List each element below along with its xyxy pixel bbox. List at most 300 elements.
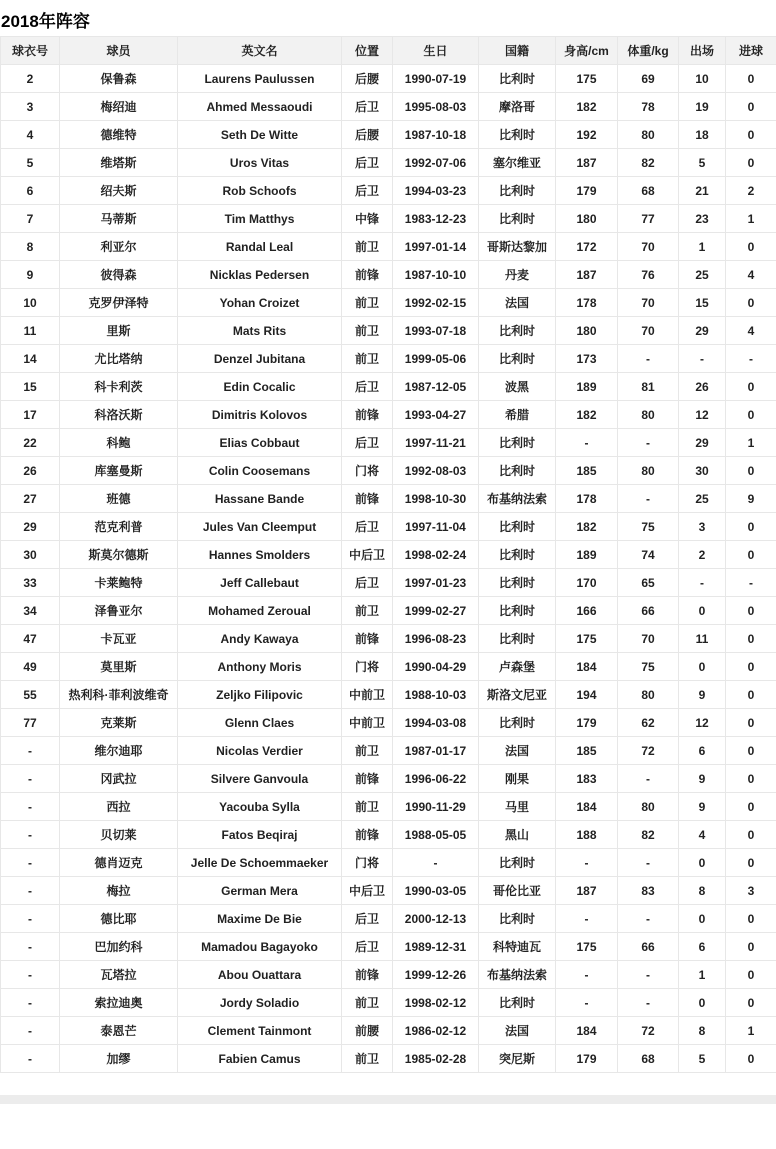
cell-jersey-number: - bbox=[1, 793, 60, 821]
cell-nationality: 比利时 bbox=[479, 317, 556, 345]
cell-appearances: 0 bbox=[679, 597, 726, 625]
cell-jersey-number: 26 bbox=[1, 457, 60, 485]
cell-nationality: 丹麦 bbox=[479, 261, 556, 289]
cell-goals: 0 bbox=[726, 65, 776, 93]
cell-player-name-cn: 卡莱鲍特 bbox=[60, 569, 178, 597]
cell-nationality: 比利时 bbox=[479, 625, 556, 653]
table-header-row bbox=[1, 37, 776, 65]
cell-position: 前锋 bbox=[342, 485, 393, 513]
cell-birthday: 1986-02-12 bbox=[393, 1017, 479, 1045]
cell-player-name-en: Ahmed Messaoudi bbox=[178, 93, 342, 121]
cell-birthday: 1998-10-30 bbox=[393, 485, 479, 513]
cell-player-name-en: Clement Tainmont bbox=[178, 1017, 342, 1045]
cell-jersey-number: 15 bbox=[1, 373, 60, 401]
cell-nationality: 布基纳法索 bbox=[479, 485, 556, 513]
cell-position: 中后卫 bbox=[342, 877, 393, 905]
cell-player-name-en: Jeff Callebaut bbox=[178, 569, 342, 597]
cell-goals: 0 bbox=[726, 597, 776, 625]
cell-nationality: 刚果 bbox=[479, 765, 556, 793]
cell-position: 后卫 bbox=[342, 177, 393, 205]
cell-jersey-number: 14 bbox=[1, 345, 60, 373]
cell-jersey-number: - bbox=[1, 1045, 60, 1073]
cell-jersey-number: 47 bbox=[1, 625, 60, 653]
cell-nationality: 比利时 bbox=[479, 205, 556, 233]
cell-weight: 70 bbox=[618, 317, 679, 345]
cell-weight: 80 bbox=[618, 121, 679, 149]
cell-player-name-en: Abou Ouattara bbox=[178, 961, 342, 989]
cell-appearances: 30 bbox=[679, 457, 726, 485]
cell-weight: 72 bbox=[618, 737, 679, 765]
cell-appearances: 25 bbox=[679, 485, 726, 513]
cell-height: - bbox=[556, 429, 618, 457]
cell-player-name-cn: 索拉迪奥 bbox=[60, 989, 178, 1017]
cell-height: 187 bbox=[556, 261, 618, 289]
cell-birthday: 1999-02-27 bbox=[393, 597, 479, 625]
cell-player-name-cn: 克罗伊泽特 bbox=[60, 289, 178, 317]
cell-nationality: 斯洛文尼亚 bbox=[479, 681, 556, 709]
table-row bbox=[1, 765, 776, 793]
cell-goals: 3 bbox=[726, 877, 776, 905]
cell-birthday: 1995-08-03 bbox=[393, 93, 479, 121]
cell-jersey-number: - bbox=[1, 905, 60, 933]
cell-player-name-cn: 绍夫斯 bbox=[60, 177, 178, 205]
table-row bbox=[1, 65, 776, 93]
cell-goals: 1 bbox=[726, 1017, 776, 1045]
cell-appearances: 29 bbox=[679, 317, 726, 345]
cell-appearances: 0 bbox=[679, 905, 726, 933]
table-row bbox=[1, 989, 776, 1017]
cell-goals: 0 bbox=[726, 821, 776, 849]
cell-weight: 70 bbox=[618, 233, 679, 261]
cell-appearances: - bbox=[679, 569, 726, 597]
cell-nationality: 比利时 bbox=[479, 457, 556, 485]
cell-weight: - bbox=[618, 989, 679, 1017]
cell-birthday: 1997-11-04 bbox=[393, 513, 479, 541]
cell-jersey-number: 8 bbox=[1, 233, 60, 261]
cell-nationality: 科特迪瓦 bbox=[479, 933, 556, 961]
cell-birthday: 1987-10-10 bbox=[393, 261, 479, 289]
cell-weight: 65 bbox=[618, 569, 679, 597]
table-row bbox=[1, 905, 776, 933]
table-row bbox=[1, 625, 776, 653]
cell-position: 后卫 bbox=[342, 429, 393, 457]
cell-jersey-number: 2 bbox=[1, 65, 60, 93]
cell-nationality: 比利时 bbox=[479, 513, 556, 541]
cell-player-name-en: Nicolas Verdier bbox=[178, 737, 342, 765]
cell-jersey-number: - bbox=[1, 765, 60, 793]
cell-position: 前锋 bbox=[342, 261, 393, 289]
cell-nationality: 哥斯达黎加 bbox=[479, 233, 556, 261]
cell-goals: 0 bbox=[726, 849, 776, 877]
cell-position: 前腰 bbox=[342, 1017, 393, 1045]
cell-nationality: 塞尔维亚 bbox=[479, 149, 556, 177]
cell-appearances: 8 bbox=[679, 877, 726, 905]
cell-goals: 0 bbox=[726, 93, 776, 121]
cell-jersey-number: - bbox=[1, 877, 60, 905]
cell-appearances: 1 bbox=[679, 233, 726, 261]
cell-jersey-number: - bbox=[1, 1017, 60, 1045]
cell-player-name-cn: 科鲍 bbox=[60, 429, 178, 457]
cell-jersey-number: 17 bbox=[1, 401, 60, 429]
cell-player-name-en: Mamadou Bagayoko bbox=[178, 933, 342, 961]
cell-weight: 76 bbox=[618, 261, 679, 289]
table-row bbox=[1, 933, 776, 961]
cell-weight: - bbox=[618, 961, 679, 989]
cell-appearances: 18 bbox=[679, 121, 726, 149]
cell-appearances: 5 bbox=[679, 149, 726, 177]
cell-nationality: 波黑 bbox=[479, 373, 556, 401]
cell-nationality: 希腊 bbox=[479, 401, 556, 429]
table-row bbox=[1, 93, 776, 121]
cell-jersey-number: - bbox=[1, 961, 60, 989]
table-row bbox=[1, 373, 776, 401]
cell-birthday: 2000-12-13 bbox=[393, 905, 479, 933]
cell-player-name-en: Hassane Bande bbox=[178, 485, 342, 513]
cell-player-name-en: Jelle De Schoemmaeker bbox=[178, 849, 342, 877]
cell-goals: 0 bbox=[726, 233, 776, 261]
cell-goals: 0 bbox=[726, 989, 776, 1017]
cell-weight: 72 bbox=[618, 1017, 679, 1045]
cell-player-name-cn: 卡瓦亚 bbox=[60, 625, 178, 653]
cell-goals: 0 bbox=[726, 793, 776, 821]
cell-nationality: 比利时 bbox=[479, 65, 556, 93]
table-row bbox=[1, 149, 776, 177]
footer-bar bbox=[0, 1095, 776, 1104]
cell-nationality: 法国 bbox=[479, 289, 556, 317]
cell-jersey-number: - bbox=[1, 989, 60, 1017]
cell-goals: 0 bbox=[726, 121, 776, 149]
cell-goals: 0 bbox=[726, 373, 776, 401]
table-row bbox=[1, 177, 776, 205]
table-row bbox=[1, 597, 776, 625]
cell-player-name-en: Yacouba Sylla bbox=[178, 793, 342, 821]
cell-weight: 69 bbox=[618, 65, 679, 93]
cell-goals: 0 bbox=[726, 401, 776, 429]
col-header-birthday: 生日 bbox=[393, 37, 479, 65]
cell-position: 后卫 bbox=[342, 513, 393, 541]
cell-appearances: 8 bbox=[679, 1017, 726, 1045]
cell-jersey-number: - bbox=[1, 821, 60, 849]
cell-appearances: 15 bbox=[679, 289, 726, 317]
cell-nationality: 比利时 bbox=[479, 709, 556, 737]
cell-goals: - bbox=[726, 569, 776, 597]
cell-appearances: 0 bbox=[679, 849, 726, 877]
cell-jersey-number: - bbox=[1, 933, 60, 961]
cell-player-name-en: Laurens Paulussen bbox=[178, 65, 342, 93]
col-header-player-name-cn: 球员 bbox=[60, 37, 178, 65]
cell-appearances: 0 bbox=[679, 989, 726, 1017]
cell-birthday: 1997-01-14 bbox=[393, 233, 479, 261]
cell-height: 170 bbox=[556, 569, 618, 597]
cell-weight: 66 bbox=[618, 597, 679, 625]
table-row bbox=[1, 569, 776, 597]
cell-goals: - bbox=[726, 345, 776, 373]
cell-height: 187 bbox=[556, 877, 618, 905]
cell-birthday: 1994-03-23 bbox=[393, 177, 479, 205]
cell-weight: 78 bbox=[618, 93, 679, 121]
cell-goals: 0 bbox=[726, 681, 776, 709]
cell-position: 前卫 bbox=[342, 317, 393, 345]
cell-jersey-number: 11 bbox=[1, 317, 60, 345]
cell-player-name-en: Hannes Smolders bbox=[178, 541, 342, 569]
cell-height: 182 bbox=[556, 93, 618, 121]
cell-weight: 68 bbox=[618, 177, 679, 205]
cell-position: 中锋 bbox=[342, 205, 393, 233]
cell-player-name-en: Seth De Witte bbox=[178, 121, 342, 149]
cell-player-name-en: Anthony Moris bbox=[178, 653, 342, 681]
cell-height: 185 bbox=[556, 457, 618, 485]
cell-height: 178 bbox=[556, 485, 618, 513]
cell-position: 前卫 bbox=[342, 737, 393, 765]
cell-position: 后卫 bbox=[342, 149, 393, 177]
cell-jersey-number: 22 bbox=[1, 429, 60, 457]
cell-player-name-cn: 西拉 bbox=[60, 793, 178, 821]
cell-goals: 0 bbox=[726, 289, 776, 317]
cell-player-name-cn: 贝切莱 bbox=[60, 821, 178, 849]
cell-nationality: 哥伦比亚 bbox=[479, 877, 556, 905]
cell-player-name-cn: 保鲁森 bbox=[60, 65, 178, 93]
cell-height: 175 bbox=[556, 933, 618, 961]
cell-weight: 62 bbox=[618, 709, 679, 737]
cell-weight: 80 bbox=[618, 457, 679, 485]
cell-birthday: 1990-07-19 bbox=[393, 65, 479, 93]
cell-player-name-cn: 德维特 bbox=[60, 121, 178, 149]
cell-birthday: 1992-07-06 bbox=[393, 149, 479, 177]
cell-goals: 1 bbox=[726, 429, 776, 457]
cell-height: - bbox=[556, 905, 618, 933]
cell-jersey-number: 10 bbox=[1, 289, 60, 317]
cell-position: 前锋 bbox=[342, 401, 393, 429]
cell-birthday: 1996-06-22 bbox=[393, 765, 479, 793]
cell-birthday: 1993-04-27 bbox=[393, 401, 479, 429]
cell-appearances: 23 bbox=[679, 205, 726, 233]
cell-appearances: - bbox=[679, 345, 726, 373]
cell-appearances: 3 bbox=[679, 513, 726, 541]
cell-nationality: 比利时 bbox=[479, 121, 556, 149]
cell-appearances: 6 bbox=[679, 737, 726, 765]
cell-position: 前卫 bbox=[342, 345, 393, 373]
cell-position: 前锋 bbox=[342, 961, 393, 989]
col-header-goals: 进球 bbox=[726, 37, 776, 65]
cell-player-name-en: Tim Matthys bbox=[178, 205, 342, 233]
cell-jersey-number: 49 bbox=[1, 653, 60, 681]
cell-player-name-cn: 范克利普 bbox=[60, 513, 178, 541]
cell-height: 189 bbox=[556, 541, 618, 569]
cell-appearances: 29 bbox=[679, 429, 726, 457]
cell-height: 184 bbox=[556, 1017, 618, 1045]
cell-birthday: 1983-12-23 bbox=[393, 205, 479, 233]
cell-position: 前锋 bbox=[342, 821, 393, 849]
cell-player-name-cn: 巴加约科 bbox=[60, 933, 178, 961]
cell-height: 182 bbox=[556, 401, 618, 429]
cell-weight: - bbox=[618, 849, 679, 877]
cell-player-name-en: Maxime De Bie bbox=[178, 905, 342, 933]
cell-weight: 80 bbox=[618, 401, 679, 429]
cell-appearances: 9 bbox=[679, 793, 726, 821]
cell-weight: 70 bbox=[618, 625, 679, 653]
cell-position: 后卫 bbox=[342, 905, 393, 933]
cell-position: 前卫 bbox=[342, 597, 393, 625]
cell-height: 180 bbox=[556, 205, 618, 233]
cell-player-name-cn: 维塔斯 bbox=[60, 149, 178, 177]
cell-player-name-en: Glenn Claes bbox=[178, 709, 342, 737]
table-row bbox=[1, 457, 776, 485]
cell-player-name-en: Fatos Beqiraj bbox=[178, 821, 342, 849]
cell-weight: 81 bbox=[618, 373, 679, 401]
cell-player-name-cn: 科洛沃斯 bbox=[60, 401, 178, 429]
cell-birthday: 1987-01-17 bbox=[393, 737, 479, 765]
cell-weight: - bbox=[618, 765, 679, 793]
cell-goals: 0 bbox=[726, 933, 776, 961]
cell-weight: 75 bbox=[618, 653, 679, 681]
cell-height: - bbox=[556, 961, 618, 989]
cell-goals: 0 bbox=[726, 961, 776, 989]
cell-nationality: 比利时 bbox=[479, 541, 556, 569]
cell-player-name-cn: 加缪 bbox=[60, 1045, 178, 1073]
cell-goals: 0 bbox=[726, 513, 776, 541]
cell-player-name-cn: 梅拉 bbox=[60, 877, 178, 905]
table-row bbox=[1, 485, 776, 513]
cell-player-name-en: Mats Rits bbox=[178, 317, 342, 345]
cell-height: 175 bbox=[556, 625, 618, 653]
cell-birthday: - bbox=[393, 849, 479, 877]
cell-jersey-number: 34 bbox=[1, 597, 60, 625]
cell-player-name-en: Edin Cocalic bbox=[178, 373, 342, 401]
cell-birthday: 1997-11-21 bbox=[393, 429, 479, 457]
cell-player-name-en: Denzel Jubitana bbox=[178, 345, 342, 373]
cell-birthday: 1990-11-29 bbox=[393, 793, 479, 821]
cell-birthday: 1996-08-23 bbox=[393, 625, 479, 653]
cell-player-name-en: Nicklas Pedersen bbox=[178, 261, 342, 289]
cell-weight: 82 bbox=[618, 149, 679, 177]
cell-player-name-en: Fabien Camus bbox=[178, 1045, 342, 1073]
table-row bbox=[1, 541, 776, 569]
cell-jersey-number: 6 bbox=[1, 177, 60, 205]
table-row bbox=[1, 289, 776, 317]
cell-weight: - bbox=[618, 905, 679, 933]
cell-birthday: 1990-04-29 bbox=[393, 653, 479, 681]
cell-nationality: 马里 bbox=[479, 793, 556, 821]
cell-birthday: 1987-10-18 bbox=[393, 121, 479, 149]
cell-height: 178 bbox=[556, 289, 618, 317]
cell-weight: 80 bbox=[618, 681, 679, 709]
cell-position: 前卫 bbox=[342, 989, 393, 1017]
col-header-nationality: 国籍 bbox=[479, 37, 556, 65]
cell-birthday: 1999-12-26 bbox=[393, 961, 479, 989]
table-row bbox=[1, 961, 776, 989]
table-row bbox=[1, 345, 776, 373]
cell-jersey-number: 30 bbox=[1, 541, 60, 569]
table-row bbox=[1, 261, 776, 289]
cell-goals: 0 bbox=[726, 765, 776, 793]
cell-player-name-en: Yohan Croizet bbox=[178, 289, 342, 317]
squad-table bbox=[0, 36, 776, 1073]
cell-appearances: 26 bbox=[679, 373, 726, 401]
cell-birthday: 1998-02-24 bbox=[393, 541, 479, 569]
table-row bbox=[1, 205, 776, 233]
cell-appearances: 0 bbox=[679, 653, 726, 681]
cell-appearances: 25 bbox=[679, 261, 726, 289]
cell-height: 194 bbox=[556, 681, 618, 709]
cell-player-name-en: Elias Cobbaut bbox=[178, 429, 342, 457]
cell-birthday: 1993-07-18 bbox=[393, 317, 479, 345]
cell-goals: 0 bbox=[726, 653, 776, 681]
cell-player-name-cn: 热利科·菲利波维奇 bbox=[60, 681, 178, 709]
cell-jersey-number: 9 bbox=[1, 261, 60, 289]
cell-weight: - bbox=[618, 429, 679, 457]
cell-goals: 1 bbox=[726, 205, 776, 233]
cell-jersey-number: - bbox=[1, 849, 60, 877]
table-row bbox=[1, 681, 776, 709]
cell-position: 前卫 bbox=[342, 1045, 393, 1073]
cell-player-name-en: Mohamed Zeroual bbox=[178, 597, 342, 625]
cell-nationality: 布基纳法索 bbox=[479, 961, 556, 989]
cell-birthday: 1988-10-03 bbox=[393, 681, 479, 709]
table-row bbox=[1, 653, 776, 681]
cell-appearances: 10 bbox=[679, 65, 726, 93]
table-row bbox=[1, 821, 776, 849]
cell-position: 中前卫 bbox=[342, 681, 393, 709]
cell-birthday: 1997-01-23 bbox=[393, 569, 479, 597]
table-row bbox=[1, 429, 776, 457]
cell-birthday: 1987-12-05 bbox=[393, 373, 479, 401]
table-row bbox=[1, 849, 776, 877]
cell-nationality: 比利时 bbox=[479, 177, 556, 205]
table-row bbox=[1, 513, 776, 541]
cell-jersey-number: 5 bbox=[1, 149, 60, 177]
cell-birthday: 1989-12-31 bbox=[393, 933, 479, 961]
cell-jersey-number: 3 bbox=[1, 93, 60, 121]
cell-birthday: 1992-02-15 bbox=[393, 289, 479, 317]
cell-player-name-cn: 彼得森 bbox=[60, 261, 178, 289]
cell-appearances: 12 bbox=[679, 709, 726, 737]
cell-appearances: 4 bbox=[679, 821, 726, 849]
cell-goals: 0 bbox=[726, 457, 776, 485]
cell-position: 前卫 bbox=[342, 233, 393, 261]
cell-jersey-number: 55 bbox=[1, 681, 60, 709]
cell-position: 前卫 bbox=[342, 289, 393, 317]
cell-jersey-number: - bbox=[1, 737, 60, 765]
cell-jersey-number: 33 bbox=[1, 569, 60, 597]
cell-nationality: 比利时 bbox=[479, 429, 556, 457]
cell-nationality: 卢森堡 bbox=[479, 653, 556, 681]
cell-height: 188 bbox=[556, 821, 618, 849]
cell-nationality: 法国 bbox=[479, 1017, 556, 1045]
cell-player-name-en: Jordy Soladio bbox=[178, 989, 342, 1017]
cell-nationality: 比利时 bbox=[479, 569, 556, 597]
cell-birthday: 1998-02-12 bbox=[393, 989, 479, 1017]
cell-height: 180 bbox=[556, 317, 618, 345]
cell-player-name-en: Rob Schoofs bbox=[178, 177, 342, 205]
cell-birthday: 1994-03-08 bbox=[393, 709, 479, 737]
cell-weight: 83 bbox=[618, 877, 679, 905]
cell-nationality: 比利时 bbox=[479, 597, 556, 625]
cell-player-name-cn: 冈武拉 bbox=[60, 765, 178, 793]
cell-height: 173 bbox=[556, 345, 618, 373]
cell-player-name-cn: 尤比塔纳 bbox=[60, 345, 178, 373]
cell-player-name-en: Dimitris Kolovos bbox=[178, 401, 342, 429]
cell-goals: 0 bbox=[726, 1045, 776, 1073]
cell-weight: - bbox=[618, 345, 679, 373]
cell-jersey-number: 77 bbox=[1, 709, 60, 737]
cell-nationality: 摩洛哥 bbox=[479, 93, 556, 121]
cell-jersey-number: 7 bbox=[1, 205, 60, 233]
cell-birthday: 1985-02-28 bbox=[393, 1045, 479, 1073]
cell-birthday: 1999-05-06 bbox=[393, 345, 479, 373]
cell-player-name-cn: 维尔迪耶 bbox=[60, 737, 178, 765]
cell-height: 166 bbox=[556, 597, 618, 625]
cell-appearances: 2 bbox=[679, 541, 726, 569]
